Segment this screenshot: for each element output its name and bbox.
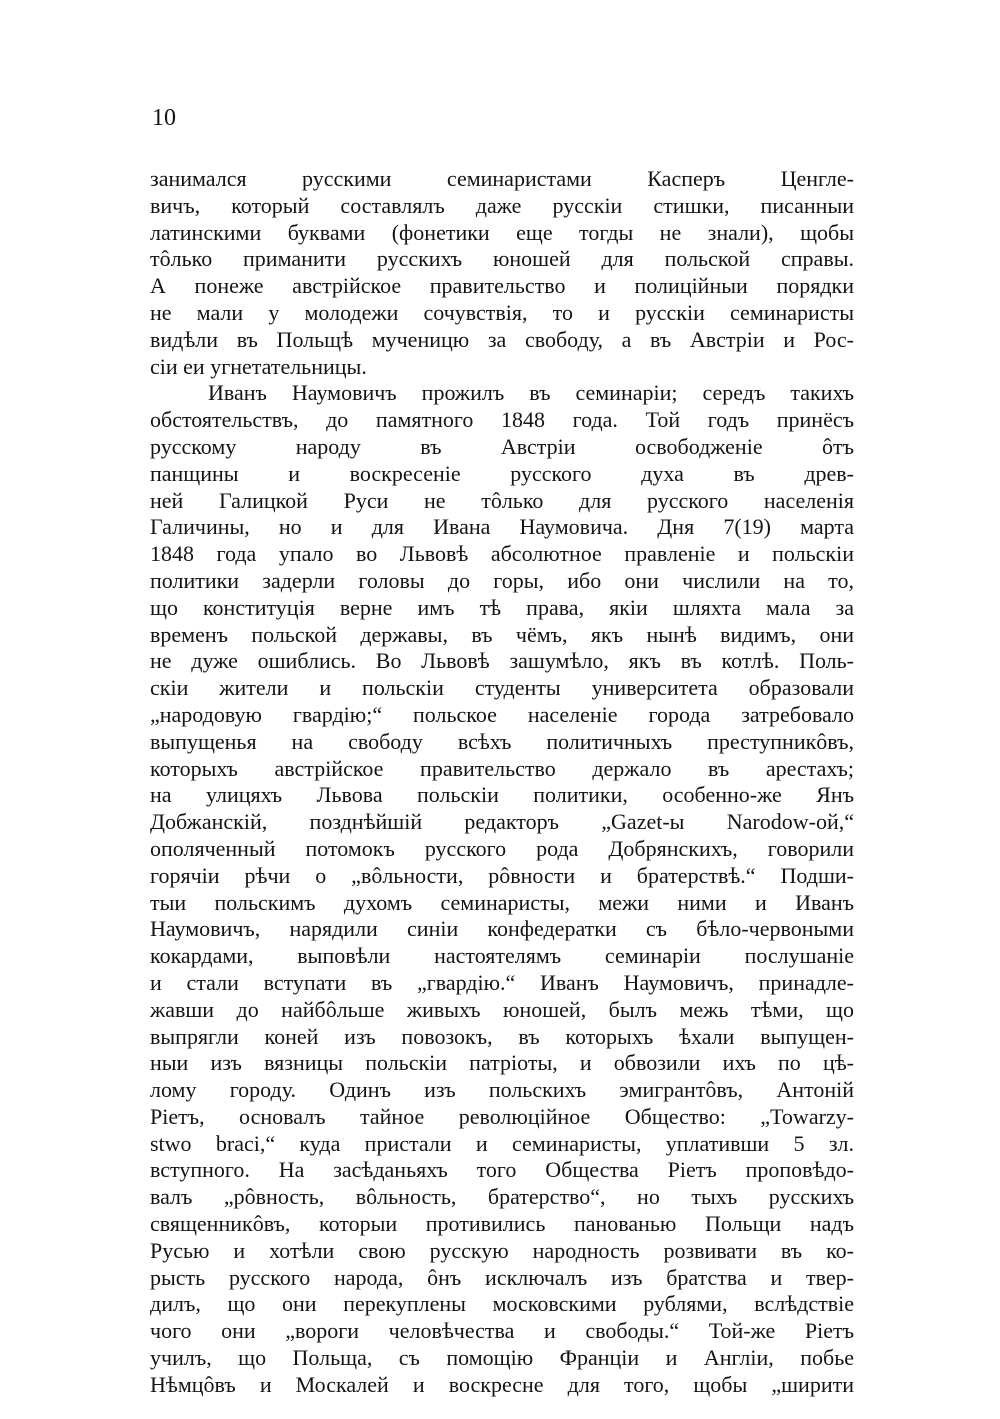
text-line: на улицяхъ Львова польскіи политики, особенно-же Янъ	[150, 782, 854, 808]
text-line: которыхъ австрійское правительство держало въ арестахъ;	[150, 755, 854, 781]
text-line: вичъ, который составлялъ даже русскіи стишки, писанныи	[150, 192, 854, 218]
text-line: панщины и воскресеніе русского духа въ древ-	[150, 460, 854, 486]
text-line: политики задерли головы до горы, ибо они числили на то,	[150, 567, 854, 593]
text-line: вступного. На засѣданьяхъ того Общества Ріетъ проповѣдо-	[150, 1157, 854, 1183]
text-line: тôлько приманити русскихъ юношей для польской справы.	[150, 246, 854, 272]
text-line: временъ польской державы, въ чёмъ, якъ нынѣ видимъ, они	[150, 621, 854, 647]
text-line: А понеже австрійское правительство и полиційныи порядки	[150, 273, 854, 299]
text-line: и стали вступати въ „гвардію.“ Иванъ Наумовичъ, принадле-	[150, 969, 854, 995]
text-line: выпрягли коней изъ повозокъ, въ которыхъ ѣхали выпущен-	[150, 1023, 854, 1049]
text-line: ней Галицкой Руси не тôлько для русского населенія	[150, 487, 854, 513]
text-line: Добжанскій, позднѣйшій редакторъ „Gazet-ы Narodow-ой,“	[150, 809, 854, 835]
text-line: 1848 года упало во Львовѣ абсолютное правленіе и польскіи	[150, 541, 854, 567]
text-line: Русью и хотѣли свою русскую народность розвивати въ ко-	[150, 1237, 854, 1263]
text-line: латинскими буквами (фонетики еще тогды не знали), щобы	[150, 219, 854, 245]
text-line: сіи еи угнетательницы.	[150, 353, 367, 379]
text-line: русскому народу въ Австріи освободженіе ôтъ	[150, 433, 854, 459]
text-line: чого они „вороги человѣчества и свободы.“ Той-же Ріетъ	[150, 1318, 854, 1344]
text-line: училъ, що Польща, съ помощію Франціи и Англіи, побье	[150, 1345, 854, 1371]
text-line: не мали у молодежи сочувствія, то и русскіи семинаристы	[150, 299, 854, 325]
text-line: ныи изъ вязницы польскіи патріоты, и обвозили ихъ по цѣ-	[150, 1050, 854, 1076]
text-line: Наумовичъ, нарядили синіи конфедератки съ бѣло-червоными	[150, 916, 854, 942]
text-line: кокардами, выповѣли настоятелямъ семинаріи послушаніе	[150, 943, 854, 969]
page-number: 10	[152, 105, 176, 131]
text-line: занимался русскими семинаристами Касперъ Ценгле-	[150, 166, 854, 191]
text-line: священникôвъ, которыи противились панованью Польщи надъ	[150, 1211, 854, 1237]
text-line: лому городу. Одинъ изъ польскихъ эмигрантôвъ, Антоній	[150, 1077, 854, 1103]
text-line: Нѣмцôвъ и Москалей и воскресне для того, щобы „ширити	[150, 1371, 854, 1397]
text-line: Иванъ Наумовичъ прожилъ въ семинаріи; середъ такихъ	[208, 380, 854, 406]
text-line: скіи жители и польскіи студенты университета образовали	[150, 675, 854, 701]
text-line: Галичины, но и для Ивана Наумовича. Дня 7(19) марта	[150, 514, 854, 540]
text-line: выпущенья на свободу всѣхъ политичныхъ преступникôвъ,	[150, 728, 854, 754]
text-line: обстоятельствъ, до памятного 1848 года. Той годъ принёсъ	[150, 407, 854, 433]
text-line: не дуже ошиблись. Во Львовѣ зашумѣло, якъ въ котлѣ. Поль-	[150, 648, 854, 674]
text-line: Ріетъ, основалъ тайное революційное Общество: „Towarzy-	[150, 1103, 854, 1129]
text-line: видѣли въ Польщѣ мученицю за свободу, а въ Австріи и Рос-	[150, 326, 854, 352]
text-line: „народовую гвардію;“ польское населеніе города затребовало	[150, 701, 854, 727]
body-text	[150, 166, 854, 1399]
paragraph	[150, 380, 854, 1398]
paragraph	[150, 166, 854, 380]
text-line: рысть русского народа, ôнъ исключалъ изъ братства и твер-	[150, 1264, 854, 1290]
text-line: stwo braci,“ куда пристали и семинаристы, уплативши 5 зл.	[150, 1130, 854, 1156]
text-line: валъ „рôвность, вôльность, братерство“, но тыхъ русскихъ	[150, 1184, 854, 1210]
text-line: тыи польскимъ духомъ семинаристы, межи ними и Иванъ	[150, 889, 854, 915]
text-line: горячіи рѣчи о „вôльности, рôвности и братерствѣ.“ Подши-	[150, 862, 854, 888]
text-line: ополяченный потомокъ русского рода Добрянскихъ, говорили	[150, 835, 854, 861]
text-line: жавши до найбôльше живыхъ юношей, былъ межь тѣми, що	[150, 996, 854, 1022]
text-line: дилъ, що они перекуплены московскими рублями, вслѣдствіе	[150, 1291, 854, 1317]
text-line: що конституція верне имъ тѣ права, якіи шляхта мала за	[150, 594, 854, 620]
